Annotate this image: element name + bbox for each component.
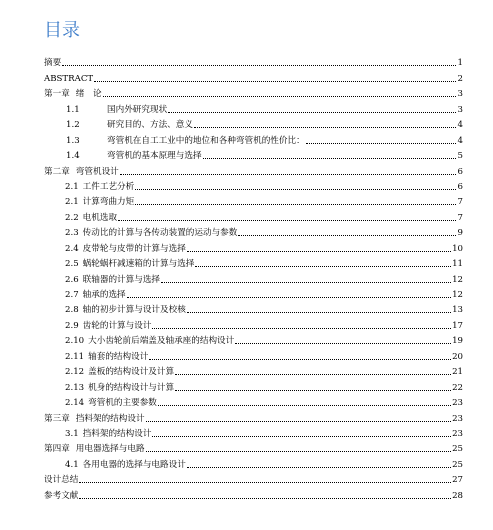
toc-entry-label: 国内外研究现状 [107,104,168,115]
toc-entry[interactable] [44,146,463,161]
toc-entry-page-number: 19 [452,336,463,347]
dot-leader [158,405,451,406]
dot-leader [187,251,451,252]
toc-entry-label: 联轴器的计算与选择 [82,274,161,285]
toc-entry-number: 1.1 [66,104,80,115]
toc-entry[interactable] [44,223,463,238]
toc-entry-number: 2.1 [65,197,79,208]
toc-entry-label: 设计总结 [44,475,79,486]
toc-entry-page-number: 10 [452,243,463,254]
toc-entry[interactable] [44,130,463,145]
toc-entry-number: 3.1 [65,428,79,439]
dot-leader [203,158,456,159]
toc-entry-number: 2.6 [65,274,79,285]
toc-entry-label: 弯管机的基本原理与选择 [107,151,202,162]
toc-entry[interactable] [44,424,463,439]
toc-entry-page-number: 3 [457,104,463,115]
toc-entry-number: 2.7 [65,290,79,300]
toc-entry-page-number: 12 [452,274,463,285]
toc-entry-label: 齿轮的计算与设计 [82,320,152,331]
toc-entry-page-number: 13 [452,305,463,316]
toc-entry[interactable] [44,254,463,269]
toc-entry-label: 挡料架的结构设计 [75,413,145,424]
dot-leader [194,127,456,128]
dot-leader [135,204,456,205]
toc-entry[interactable] [44,315,463,330]
toc-entry-number: 2.11 [65,351,85,362]
toc-entry-label: 工件工艺分析 [82,181,135,192]
dot-leader [118,220,456,221]
dot-leader [94,81,456,82]
toc-entry-page-number: 6 [457,166,463,177]
toc-entry-page-number: 12 [452,290,463,300]
toc-entry-page-number: 3 [457,89,463,100]
toc-entry-label: 参考文献 [44,490,79,501]
toc-entry-page-number: 9 [457,228,463,239]
dot-leader [175,390,451,391]
toc-entry-page-number: 1 [457,58,463,69]
toc-entry-number: 第二章 [44,166,70,177]
toc-entry[interactable] [44,470,463,485]
toc-entry[interactable] [44,408,463,423]
dot-leader [195,266,451,267]
dot-leader [79,498,451,499]
toc-entry-page-number: 21 [452,367,463,378]
dot-leader [146,451,452,452]
toc-entry[interactable] [44,238,463,253]
toc-entry-page-number: 22 [452,382,463,393]
toc-entry-page-number: 25 [452,444,463,455]
toc-entry-number: 4.1 [65,459,79,470]
toc-entry[interactable] [44,161,463,176]
toc-entry-page-number: 6 [457,181,463,192]
toc-entry-label: 盖板的结构设计及计算 [88,367,175,378]
toc-entry[interactable] [44,331,463,346]
toc-entry-label: 轴套的结构设计 [88,351,149,362]
dot-leader [146,421,452,422]
toc-entry-label: 电机选取 [82,212,118,223]
dot-leader [235,343,451,344]
toc-entry-number: 第三章 [44,413,70,424]
toc-entry-page-number: 17 [452,320,463,331]
toc-entry-number: 2.4 [65,243,79,254]
toc-entry-number: 1.3 [66,135,80,146]
dot-leader [152,436,451,437]
dot-leader [103,96,456,97]
dot-leader [120,174,456,175]
toc-list [44,53,463,501]
dot-leader [152,328,451,329]
toc-entry-number: 1.2 [66,120,80,131]
toc-entry-page-number: 23 [452,413,463,424]
dot-leader [127,297,451,298]
toc-entry-label: 各用电器的选择与电路设计 [82,459,186,470]
toc-entry[interactable] [44,269,463,284]
toc-entry-number: 2.13 [65,382,85,393]
toc-entry-number: 2.14 [65,398,85,409]
toc-entry-number: 2.5 [65,259,79,270]
toc-entry-number: 2.3 [65,228,79,239]
toc-entry-label: 弯管机的主要参数 [88,398,157,409]
toc-entry-page-number: 7 [457,212,463,223]
dot-leader [187,312,451,313]
toc-entry[interactable] [44,285,463,300]
toc-entry-page-number: 25 [452,459,463,470]
toc-entry-number: 1.4 [66,151,80,162]
toc-entry[interactable] [44,439,463,454]
toc-title: 目录 [44,20,80,41]
toc-entry-page-number: 23 [452,428,463,439]
dot-leader [161,282,451,283]
toc-entry-number: 2.1 [65,181,79,192]
dot-leader [62,65,456,66]
toc-entry-label: 机身的结构设计与计算 [88,382,175,393]
toc-entry[interactable] [44,346,463,361]
dot-leader [168,112,456,113]
toc-entry-page-number: 7 [457,197,463,208]
toc-entry[interactable] [44,300,463,315]
toc-entry-label: 大小齿轮前后端盖及轴承座的结构设计 [88,336,235,347]
toc-entry-label: ABSTRACT [44,73,94,84]
toc-entry-label: 轴承的选择 [82,290,126,300]
toc-entry[interactable] [44,454,463,469]
dot-leader [306,143,456,144]
toc-entry-number: 第一章 [44,89,70,100]
toc-entry[interactable] [44,177,463,192]
dot-leader [149,359,451,360]
toc-entry-label: 用电器选择与电路 [75,444,145,455]
toc-entry-label: 摘要 [44,58,62,69]
toc-entry-number: 2.10 [65,336,85,347]
toc-entry-page-number: 4 [457,120,463,131]
toc-entry[interactable] [44,53,463,68]
toc-entry[interactable] [44,99,463,114]
toc-entry-label: 计算弯曲力矩 [82,197,135,208]
toc-entry-page-number: 4 [457,135,463,146]
toc-entry[interactable] [44,362,463,377]
toc-entry-label: 轴的初步计算与设计及校核 [82,305,186,316]
toc-entry-number: 2.8 [65,305,79,316]
toc-entry[interactable] [44,207,463,222]
toc-entry-page-number: 23 [452,398,463,409]
toc-entry[interactable] [44,115,463,130]
toc-entry[interactable] [44,84,463,99]
toc-entry-page-number: 28 [452,490,463,501]
toc-entry-page-number: 20 [452,351,463,362]
toc-entry-label: 挡料架的结构设计 [82,428,152,439]
toc-entry-label: 弯管机在自工工业中的地位和各种弯管机的性价比： [107,135,305,146]
toc-entry-page-number: 2 [457,73,463,84]
toc-entry-number: 2.12 [65,367,85,378]
dot-leader [135,189,456,190]
toc-entry-label: 绪 论 [75,89,102,100]
toc-entry-label: 蜗轮蜗杆减速箱的计算与选择 [82,259,195,270]
toc-entry-number: 第四章 [44,444,70,455]
toc-entry-page-number: 27 [452,475,463,486]
toc-entry-label: 皮带轮与皮带的计算与选择 [82,243,186,254]
toc-entry-label: 弯管机设计 [75,166,119,177]
toc-entry-page-number: 5 [457,151,463,162]
toc-entry-number: 2.9 [65,320,79,331]
dot-leader [187,467,451,468]
toc-entry[interactable] [44,68,463,83]
toc-entry-page-number: 11 [452,259,463,270]
toc-entry-number: 2.2 [65,212,79,223]
dot-leader [175,374,451,375]
toc-entry[interactable] [44,485,463,500]
toc-entry[interactable] [44,393,463,408]
toc-entry[interactable] [44,192,463,207]
toc-entry[interactable] [44,377,463,392]
dot-leader [238,235,456,236]
toc-entry-label: 传动比的计算与各传动装置的运动与参数 [82,228,238,239]
toc-entry-label: 研究目的、方法、意义 [107,120,193,131]
dot-leader [79,482,451,483]
